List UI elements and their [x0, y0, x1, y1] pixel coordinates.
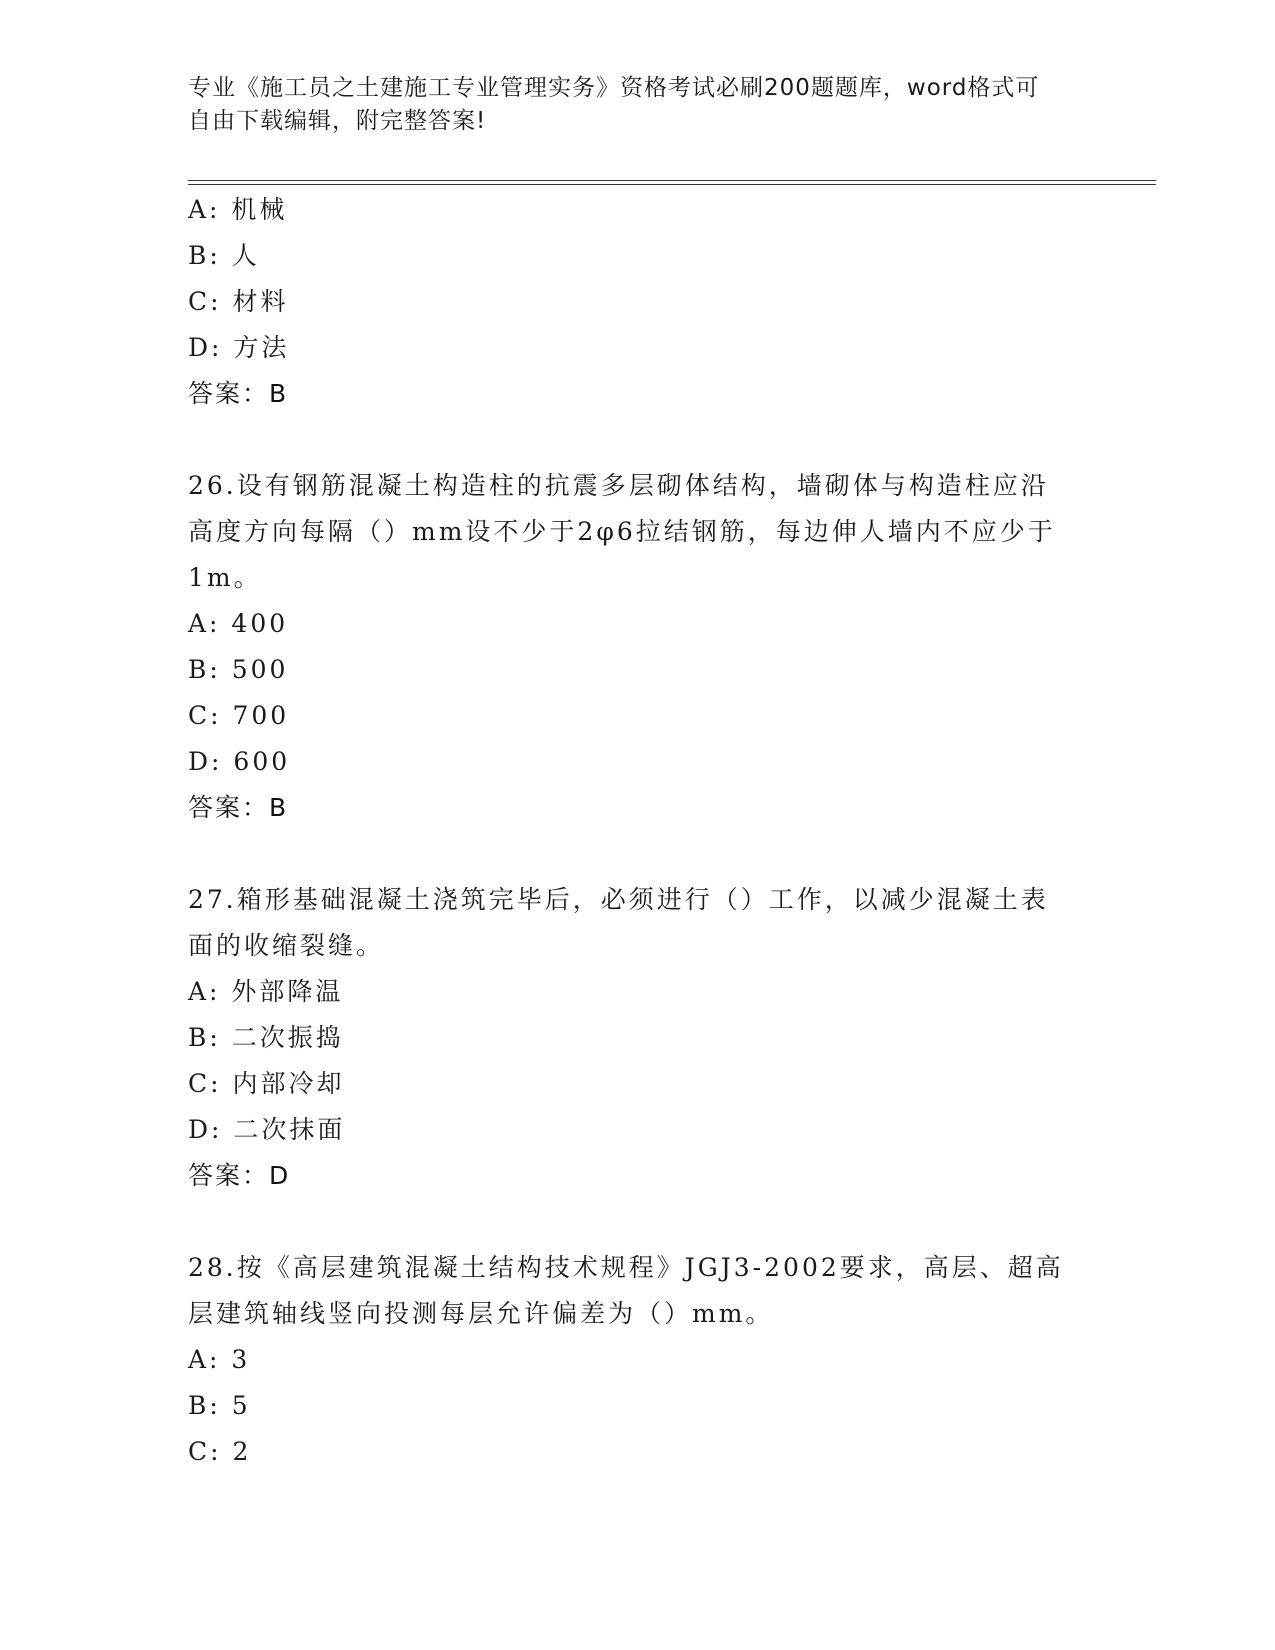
- spacer: [188, 1199, 1088, 1245]
- question-stem: [188, 463, 1088, 601]
- option-b: B: 5: [188, 1391, 251, 1420]
- answer-line: 答案：B: [188, 793, 289, 822]
- option-c: C: 材料: [188, 287, 289, 316]
- stem-line-1: 27.箱形基础混凝土浇筑完毕后，必须进行（）工作，以减少混凝土表: [188, 885, 1049, 914]
- option-d: D: 方法: [188, 333, 290, 362]
- option-c: C: 2: [188, 1437, 252, 1466]
- answer-line: 答案：D: [188, 1161, 291, 1190]
- question-27: [188, 877, 1088, 1199]
- answer-line: 答案：B: [188, 379, 289, 408]
- question-25: [188, 187, 1088, 417]
- header-divider-top: [188, 180, 1156, 181]
- stem-line-2: 面的收缩裂缝。: [188, 931, 385, 960]
- option-c: C: 700: [188, 701, 290, 730]
- option-b: B: 500: [188, 655, 289, 684]
- stem-line-1: 26.设有钢筋混凝土构造柱的抗震多层砌体结构，墙砌体与构造柱应沿: [188, 471, 1049, 500]
- option-d: D: 600: [188, 747, 291, 776]
- document-header: [188, 72, 1068, 138]
- option-b: B: 人: [188, 241, 260, 270]
- option-d: D: 二次抹面: [188, 1115, 346, 1144]
- question-content: [188, 187, 1088, 1475]
- question-28: [188, 1245, 1088, 1475]
- question-stem: [188, 1245, 1088, 1337]
- spacer: [188, 417, 1088, 463]
- header-line-1: 专业《施工员之土建施工专业管理实务》资格考试必刷200题题库，word格式可: [188, 75, 1040, 101]
- header-line-2: 自由下载编辑，附完整答案!: [188, 108, 487, 134]
- option-b: B: 二次振捣: [188, 1023, 344, 1052]
- question-26: [188, 463, 1088, 831]
- option-a: A: 3: [188, 1345, 251, 1374]
- option-a: A: 机械: [188, 195, 288, 224]
- stem-line-3: 1m。: [188, 563, 262, 592]
- header-divider-bottom: [188, 184, 1156, 185]
- stem-line-2: 层建筑轴线竖向投测每层允许偏差为（）mm。: [188, 1299, 774, 1328]
- stem-line-1: 28.按《高层建筑混凝土结构技术规程》JGJ3-2002要求，高层、超高: [188, 1253, 1064, 1282]
- option-a: A: 400: [188, 609, 289, 638]
- stem-line-2: 高度方向每隔（）mm设不少于2φ6拉结钢筋，每边伸人墙内不应少于: [188, 517, 1056, 546]
- option-a: A: 外部降温: [188, 977, 344, 1006]
- option-c: C: 内部冷却: [188, 1069, 345, 1098]
- spacer: [188, 831, 1088, 877]
- question-stem: [188, 877, 1088, 969]
